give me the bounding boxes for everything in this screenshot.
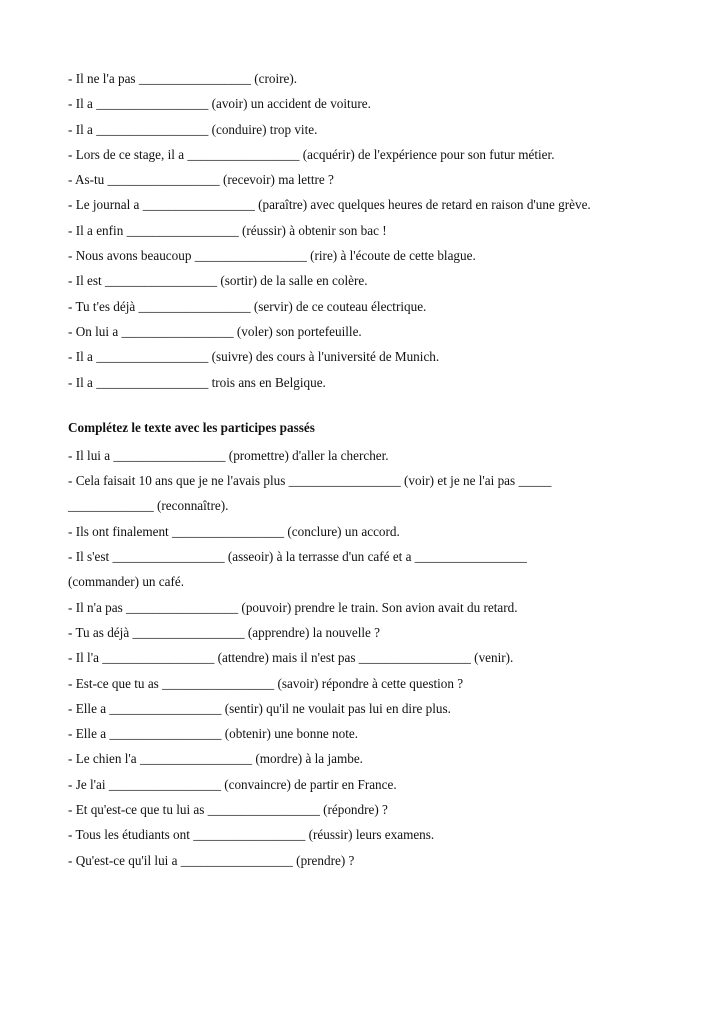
worksheet-page	[68, 66, 708, 873]
exercise-line: - Il n'a pas _________________ (pouvoir) prendre le train. Son avion avait du retard.	[68, 599, 518, 615]
exercise-section-1	[68, 66, 708, 395]
exercise-line: - Nous avons beaucoup _________________ (rire) à l'écoute de cette blague.	[68, 248, 476, 264]
exercise-line: - Je l'ai _________________ (convaincre) de partir en France.	[68, 776, 397, 792]
exercise-line: - Le journal a _________________ (paraître) avec quelques heures de retard en raison d'une grève.	[68, 197, 591, 213]
exercise-line: - Il a _________________ trois ans en Belgique.	[68, 374, 326, 390]
exercise-line: - Elle a _________________ (obtenir) une bonne note.	[68, 726, 359, 742]
exercise-line: - Lors de ce stage, il a _________________ (acquérir) de l'expérience pour son futur métier.	[68, 146, 555, 162]
exercise-line: (commander) un café.	[68, 574, 185, 590]
exercise-line: - Et qu'est-ce que tu lui as _________________ (répondre) ?	[68, 802, 388, 818]
exercise-line: - Il a _________________ (conduire) trop vite.	[68, 121, 318, 137]
exercise-line: - Il lui a _________________ (promettre) d'aller la chercher.	[68, 447, 389, 463]
exercise-line: - Il a _________________ (avoir) un accident de voiture.	[68, 96, 371, 112]
exercise-line: - Est-ce que tu as _________________ (savoir) répondre à cette question ?	[68, 675, 464, 691]
exercise-line: - Il est _________________ (sortir) de la salle en colère.	[68, 273, 368, 289]
exercise-line: _____________ (reconnaître).	[68, 498, 229, 514]
exercise-line: - Le chien l'a _________________ (mordre) à la jambe.	[68, 751, 363, 767]
exercise-line: - Cela faisait 10 ans que je ne l'avais plus _________________ (voir) et je ne l'ai pas _____	[68, 473, 552, 489]
exercise-line: - On lui a _________________ (voler) son portefeuille.	[68, 323, 362, 339]
exercise-line: - As-tu _________________ (recevoir) ma lettre ?	[68, 172, 334, 188]
exercise-line: - Il s'est _________________ (asseoir) à la terrasse d'un café et a _________________	[68, 549, 527, 565]
exercise-line: - Tu as déjà _________________ (apprendre) la nouvelle ?	[68, 624, 381, 640]
exercise-section-2	[68, 413, 708, 873]
exercise-line: - Elle a _________________ (sentir) qu'il ne voulait pas lui en dire plus.	[68, 700, 451, 716]
exercise-line: - Qu'est-ce qu'il lui a _________________ (prendre) ?	[68, 852, 355, 868]
exercise-line: - Il a enfin _________________ (réussir) à obtenir son bac !	[68, 222, 387, 238]
section-heading: Complétez le texte avec les participes passés	[68, 419, 315, 435]
exercise-line: - Tous les étudiants ont _________________ (réussir) leurs examens.	[68, 827, 435, 843]
exercise-line: - Tu t'es déjà _________________ (servir) de ce couteau électrique.	[68, 298, 427, 314]
exercise-line: - Il l'a _________________ (attendre) mais il n'est pas _________________ (venir).	[68, 650, 514, 666]
exercise-line: - Il ne l'a pas _________________ (croire).	[68, 71, 298, 86]
exercise-line: - Il a _________________ (suivre) des cours à l'université de Munich.	[68, 349, 440, 365]
exercise-line: - Ils ont finalement _________________ (conclure) un accord.	[68, 523, 400, 539]
section-spacer	[68, 395, 708, 413]
